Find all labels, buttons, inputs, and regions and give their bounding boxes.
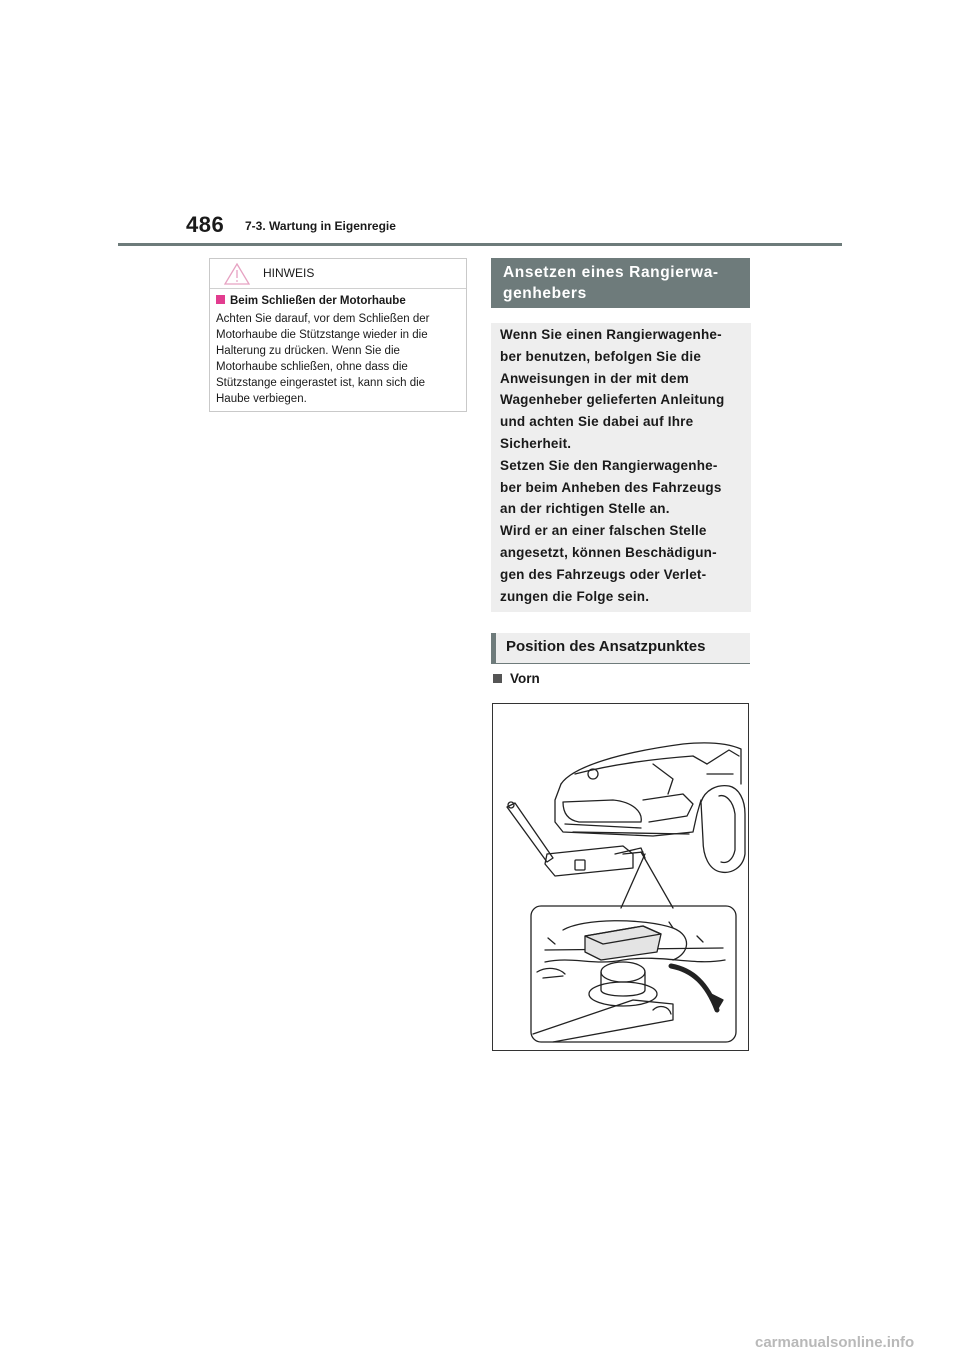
watermark: carmanualsonline.info <box>755 1334 915 1351</box>
section-title: Ansetzen eines Rangierwa- genhebers <box>491 258 750 308</box>
item-heading: Vorn <box>493 671 540 686</box>
header-divider <box>118 243 842 246</box>
gray-square-bullet <box>493 674 502 683</box>
notice-body: Achten Sie darauf, vor dem Schließen der Motorhaube die Stützstange wieder in die Halterung zu drücken. Wenn Sie die Motorhaube schließen, ohne dass die Stützstange eingerastet ist, kann sich die Haube verbiegen. <box>216 313 430 405</box>
notice-title: HINWEIS <box>263 266 315 280</box>
section-breadcrumb: 7-3. Wartung in Eigenregie <box>245 219 396 233</box>
notice-box <box>209 258 467 412</box>
warning-triangle-icon <box>224 263 250 285</box>
notice-header <box>210 259 466 289</box>
subsection-title: Position des Ansatzpunktes <box>491 633 750 664</box>
section-body: Wenn Sie einen Rangierwagenhe- ber benutzen, befolgen Sie die Anweisungen in der mit dem Wagenheber gelieferten Anleitung und achten Sie dabei auf Ihre Sicherheit. Setzen Sie den Rangierwagenhe- ber beim Anheben des Fahrzeugs an der richtigen Stelle an. Wird er an einer falschen Stelle angesetzt, können Beschädigun- gen des Fahrzeugs oder Verlet- zungen die Folge sein. <box>500 327 725 604</box>
pink-square-bullet <box>216 295 225 304</box>
section-body-box <box>491 323 751 612</box>
page-number: 486 <box>186 212 225 237</box>
notice-subtitle: Beim Schließen der Motorhaube <box>216 295 466 307</box>
floor-jack-front-illustration <box>492 703 749 1051</box>
